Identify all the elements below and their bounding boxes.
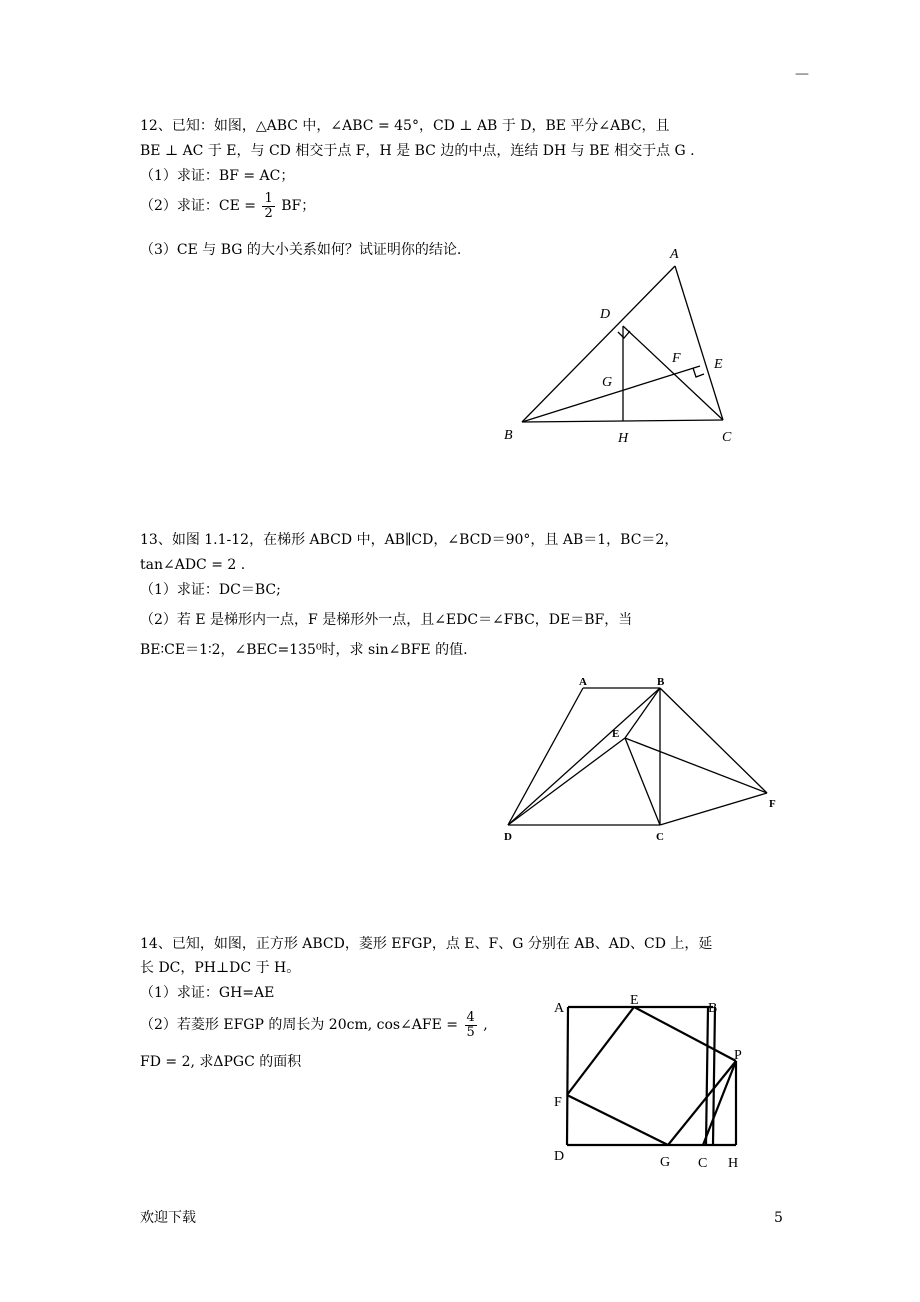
label-f: F bbox=[554, 1095, 562, 1110]
q12-part3: （3）CE 与 BG 的大小关系如何？试证明你的结论. bbox=[140, 242, 462, 258]
label-c: C bbox=[722, 430, 732, 445]
segment-ad bbox=[567, 1007, 568, 1145]
segment-bc bbox=[706, 1007, 708, 1145]
segment-outer-right bbox=[713, 1007, 715, 1145]
label-d: D bbox=[504, 831, 512, 843]
label-h: H bbox=[728, 1156, 739, 1171]
segment-fg bbox=[567, 1095, 668, 1145]
page-number: 5 bbox=[774, 1210, 783, 1226]
segment-eb bbox=[625, 688, 660, 738]
q12-part1: （1）求证：BF = AC； bbox=[140, 168, 295, 184]
header-mark: — bbox=[795, 66, 809, 82]
right-angle-e bbox=[693, 368, 704, 377]
segment-gp bbox=[668, 1061, 736, 1145]
q14-part2-suffix: , bbox=[483, 1017, 488, 1033]
label-g: G bbox=[660, 1155, 671, 1170]
q14-part2b: FD = 2, 求ΔPGC 的面积 bbox=[140, 1054, 302, 1070]
segment-ec bbox=[625, 738, 660, 825]
label-b: B bbox=[504, 428, 513, 443]
q12-frac-num: 1 bbox=[264, 190, 273, 206]
label-e: E bbox=[612, 728, 620, 740]
q14-frac-den: 5 bbox=[466, 1024, 475, 1040]
segment-dbd bbox=[508, 688, 660, 825]
label-e: E bbox=[630, 995, 639, 1008]
q14-part2 bbox=[140, 1005, 488, 1045]
q14-line2: 长 DC，PH⊥DC 于 H。 bbox=[140, 960, 301, 976]
q12-part2 bbox=[140, 190, 315, 222]
segment-ef bbox=[567, 1007, 634, 1095]
q13-part1: （1）求证：DC＝BC; bbox=[140, 582, 281, 598]
label-d: D bbox=[600, 307, 611, 322]
q12-line2: BE ⊥ AC 于 E，与 CD 相交于点 F，H 是 BC 边的中点，连结 DH 与 BE 相交于点 G . bbox=[140, 143, 695, 159]
q14-frac-num: 4 bbox=[466, 1009, 475, 1025]
q12-line1: 12、已知：如图，△ABC 中，∠ABC = 45°，CD ⊥ AB 于 D，BE 平分∠ABC，且 bbox=[140, 118, 670, 134]
q12-frac-den: 2 bbox=[264, 205, 273, 221]
q13-part2b: BE∶CE＝1∶2，∠BEC=135⁰时，求 sin∠BFE 的值. bbox=[140, 642, 468, 658]
label-a: A bbox=[579, 676, 587, 688]
label-g: G bbox=[602, 375, 613, 390]
q13-trapezoid-figure bbox=[495, 670, 785, 850]
label-c: C bbox=[656, 831, 664, 843]
label-b: B bbox=[657, 676, 665, 688]
q14-line1: 14、已知，如图，正方形 ABCD，菱形 EFGP，点 E、F、G 分别在 AB、AD、CD 上，延 bbox=[140, 936, 713, 952]
label-c: C bbox=[698, 1156, 708, 1171]
q14-fraction bbox=[465, 1011, 477, 1040]
footer-left: 欢迎下载 bbox=[140, 1210, 196, 1226]
q12-triangle-figure bbox=[490, 240, 750, 455]
q14-square-figure bbox=[548, 995, 768, 1180]
label-p: P bbox=[734, 1048, 742, 1063]
segment-ef bbox=[625, 738, 767, 793]
q12-fraction bbox=[262, 192, 274, 221]
q14-part2-prefix: （2）若菱形 EFGP 的周长为 20cm, cos∠AFE = bbox=[140, 1017, 459, 1033]
segment-bf bbox=[660, 688, 767, 793]
label-e: E bbox=[714, 357, 723, 372]
q13-part2: （2）若 E 是梯形内一点，F 是梯形外一点，且∠EDC＝∠FBC，DE＝BF，当 bbox=[140, 612, 633, 628]
q12-part2-prefix: （2）求证：CE = bbox=[140, 198, 257, 214]
q13-line1: 13、如图 1.1-12，在梯形 ABCD 中，AB∥CD，∠BCD＝90°，且 AB＝1，BC＝2， bbox=[140, 532, 679, 548]
q13-line2: tan∠ADC = 2 . bbox=[140, 557, 246, 573]
label-a: A bbox=[554, 1001, 565, 1016]
label-b: B bbox=[708, 1001, 718, 1016]
label-f: F bbox=[672, 351, 681, 366]
label-f: F bbox=[769, 798, 776, 810]
label-d: D bbox=[554, 1149, 565, 1164]
label-h: H bbox=[618, 431, 629, 446]
segment-de bbox=[508, 738, 625, 825]
segment-cf bbox=[660, 793, 767, 825]
q12-part2-suffix: BF； bbox=[281, 198, 316, 214]
segment-ad bbox=[508, 688, 583, 825]
right-angle-d bbox=[618, 331, 630, 338]
q14-part1: （1）求证：GH=AE bbox=[140, 985, 275, 1001]
segment-pe bbox=[634, 1007, 736, 1061]
label-a: A bbox=[670, 247, 679, 262]
